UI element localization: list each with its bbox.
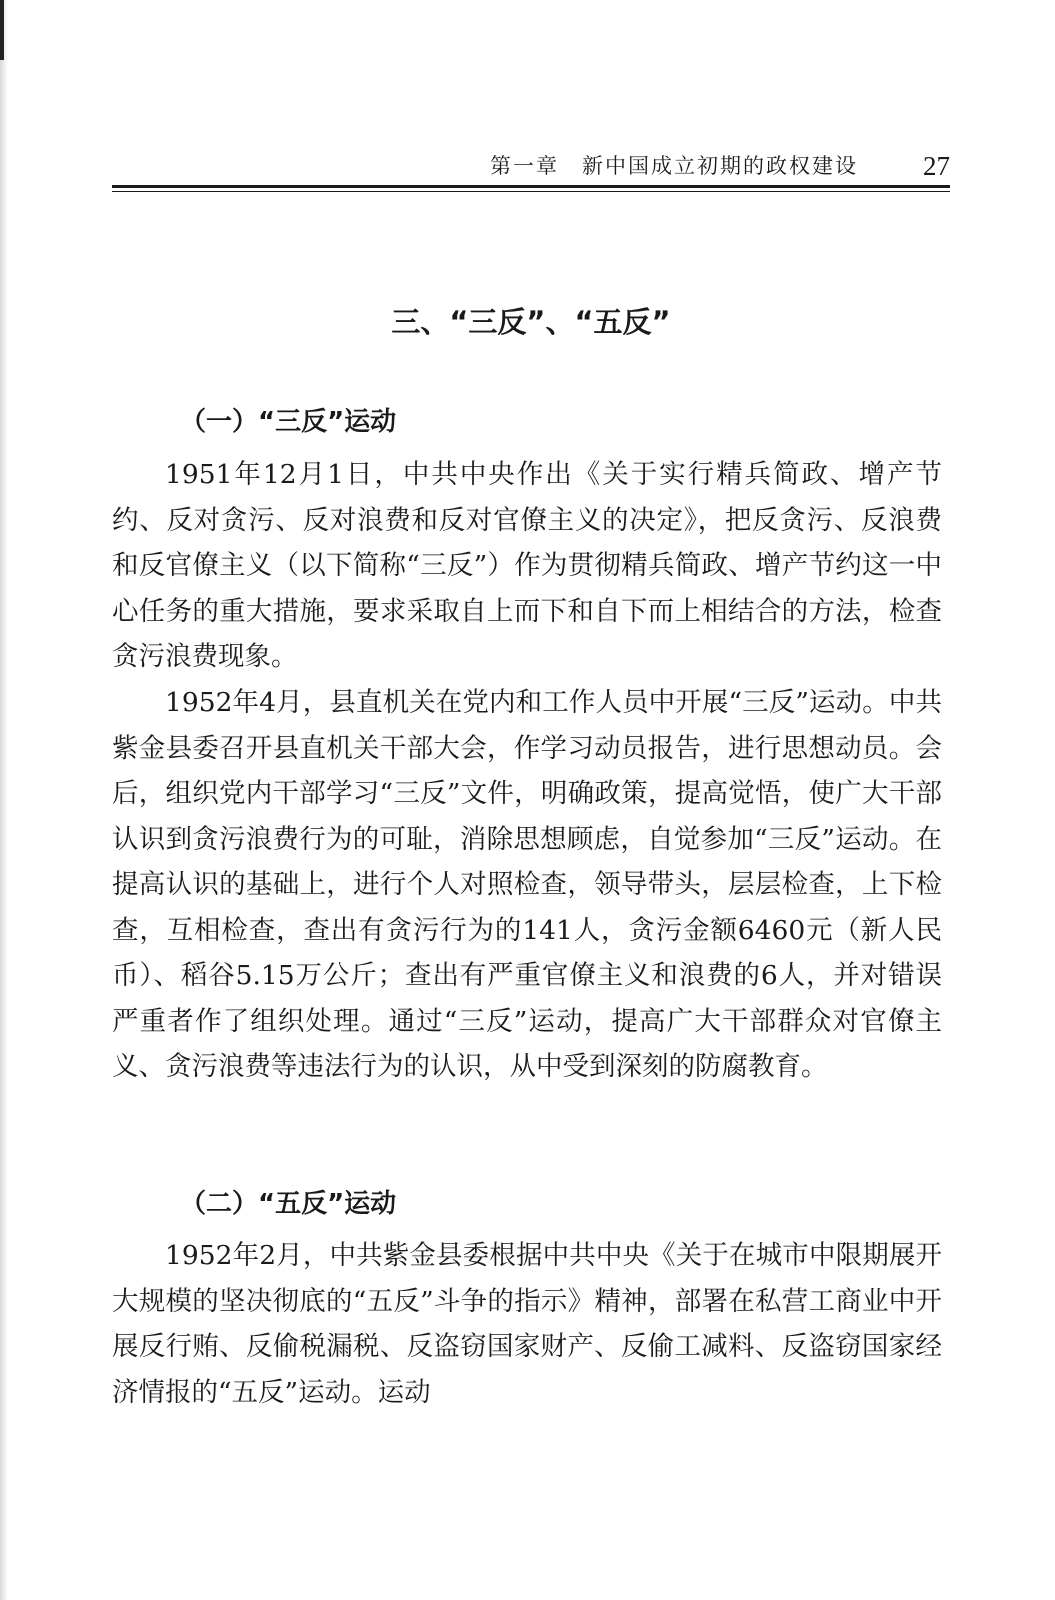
paragraph-sanfan-decision: 1951年12月1日，中共中央作出《关于实行精兵简政、增产节约、反对贪污、反对浪费和反对官僚主义的决定》，把反贪污、反浪费和反官僚主义（以下简称“三反”）作为贯彻精兵简政、增产节约这一中心任务的重大措施，要求采取自上而下和自下而上相结合的方法，检查贪污浪费现象。 xyxy=(112,459,942,672)
scan-edge-shadow xyxy=(0,0,8,1600)
paragraph-wufan-campaign: 1952年2月，中共紫金县委根据中共中央《关于在城市中限期展开大规模的坚决彻底的“五反”斗争的指示》精神，部署在私营工商业中开展反行贿、反偷税漏税、反盗窃国家财产、反偷工减料、反盗窃国家经济情报的“五反”运动。运动 xyxy=(112,1240,942,1408)
paragraph-sanfan-campaign: 1952年4月，县直机关在党内和工作人员中开展“三反”运动。中共紫金县委召开县直机关干部大会，作学习动员报告，进行思想动员。会后，组织党内干部学习“三反”文件，明确政策，提高觉悟，使广大干部认识到贪污浪费行为的可耻，消除思想顾虑，自觉参加“三反”运动。在提高认识的基础上，进行个人对照检查，领导带头，层层检查，上下检查，互相检查，查出有贪污行为的141人，贪污金额6460元（新人民币）、稻谷5.15万公斤；查出有严重官僚主义和浪费的6人，并对错误严重者作了组织处理。通过“三反”运动，提高广大干部群众对官僚主义、贪污浪费等违法行为的认识，从中受到深刻的防腐教育。 xyxy=(112,687,942,1082)
header-rule-thin xyxy=(112,191,950,192)
chapter-title: 第一章 新中国成立初期的政权建设 xyxy=(490,154,858,178)
section-title: 三、“三反”、“五反” xyxy=(391,305,671,339)
subsection-heading-wufan: （二）“五反”运动 xyxy=(180,1189,397,1219)
header-rule-thick xyxy=(112,185,950,188)
page-number: 27 xyxy=(923,151,950,181)
running-header xyxy=(112,150,950,182)
scan-edge-mark xyxy=(0,0,4,60)
subsection-heading-sanfan: （一）“三反”运动 xyxy=(180,407,397,437)
